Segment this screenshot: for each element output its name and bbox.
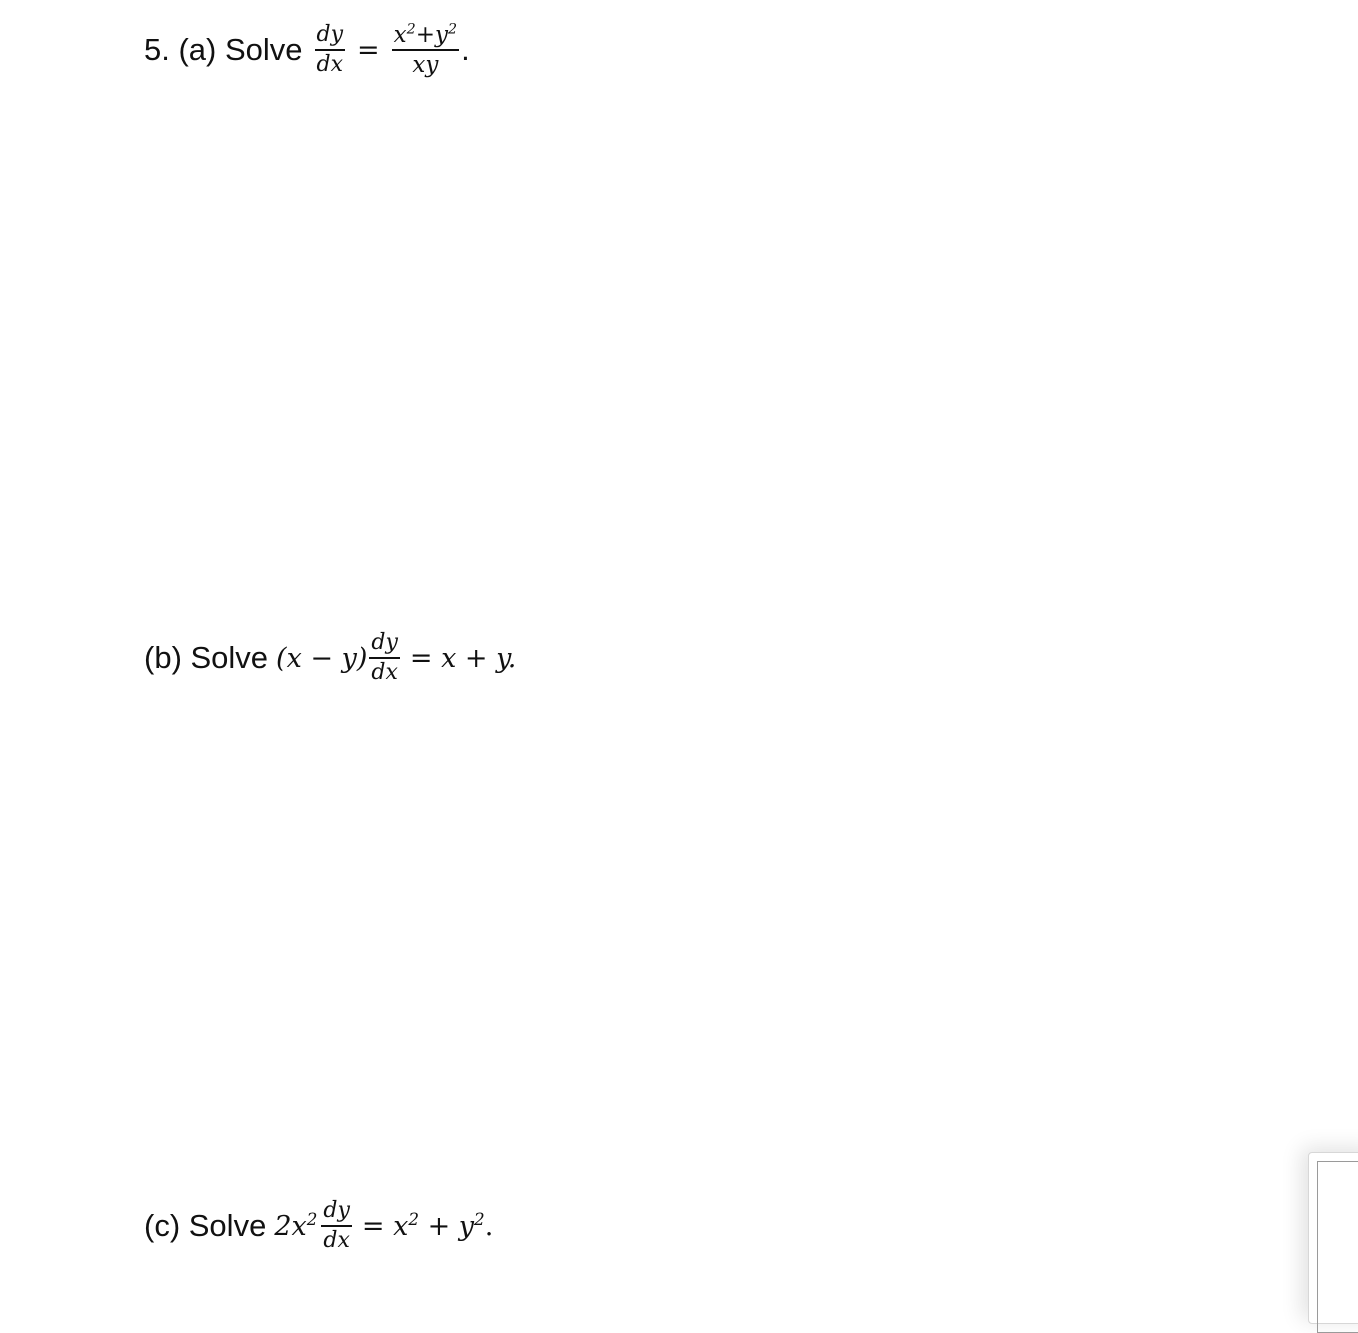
num-exp-1: 2 <box>406 21 416 38</box>
problem-b-label: (b) Solve <box>144 640 269 675</box>
rhs-numerator <box>392 22 459 48</box>
rhs-denominator: xy <box>412 52 439 78</box>
num-y: y <box>435 22 448 48</box>
derivative-fraction <box>315 22 346 78</box>
derivative-denominator: dx <box>371 660 398 685</box>
problem-c-label: (c) Solve <box>144 1208 267 1243</box>
problem-a <box>144 22 470 78</box>
derivative-fraction <box>321 1198 352 1254</box>
equals-sign: = <box>357 34 380 66</box>
derivative-numerator: dy <box>371 630 398 655</box>
num-plus: + <box>415 22 435 48</box>
fraction-bar <box>321 1225 352 1227</box>
period: . <box>461 32 470 67</box>
rhs-end: . <box>484 1210 494 1242</box>
fraction-bar <box>369 657 400 659</box>
coefficient <box>274 1208 318 1242</box>
fraction-bar <box>392 49 459 51</box>
rhs-exp-2: 2 <box>474 1208 485 1229</box>
rhs-expression <box>361 1208 494 1242</box>
rhs-exp-1: 2 <box>408 1208 419 1229</box>
problem-a-label: 5. (a) Solve <box>144 32 303 67</box>
problem-b <box>144 630 516 686</box>
factor-expression: (x − y) <box>276 642 368 674</box>
rhs-eq: = x <box>361 1210 409 1242</box>
num-exp-2: 2 <box>448 21 458 38</box>
rhs-fraction <box>392 22 459 78</box>
panel-input-box[interactable] <box>1317 1161 1358 1333</box>
rhs-expression: = x + y. <box>409 642 517 674</box>
coef-term: 2x <box>274 1210 307 1242</box>
rhs-plus: + y <box>427 1210 475 1242</box>
side-panel[interactable] <box>1308 1152 1358 1324</box>
fraction-bar <box>315 49 346 51</box>
derivative-denominator: dx <box>316 52 344 77</box>
derivative-denominator: dx <box>323 1228 350 1253</box>
derivative-numerator: dy <box>323 1198 350 1223</box>
num-x: x <box>393 22 407 48</box>
derivative-numerator: dy <box>316 22 344 47</box>
coef-exponent: 2 <box>306 1208 318 1229</box>
derivative-fraction <box>369 630 400 686</box>
problem-c <box>144 1198 493 1254</box>
